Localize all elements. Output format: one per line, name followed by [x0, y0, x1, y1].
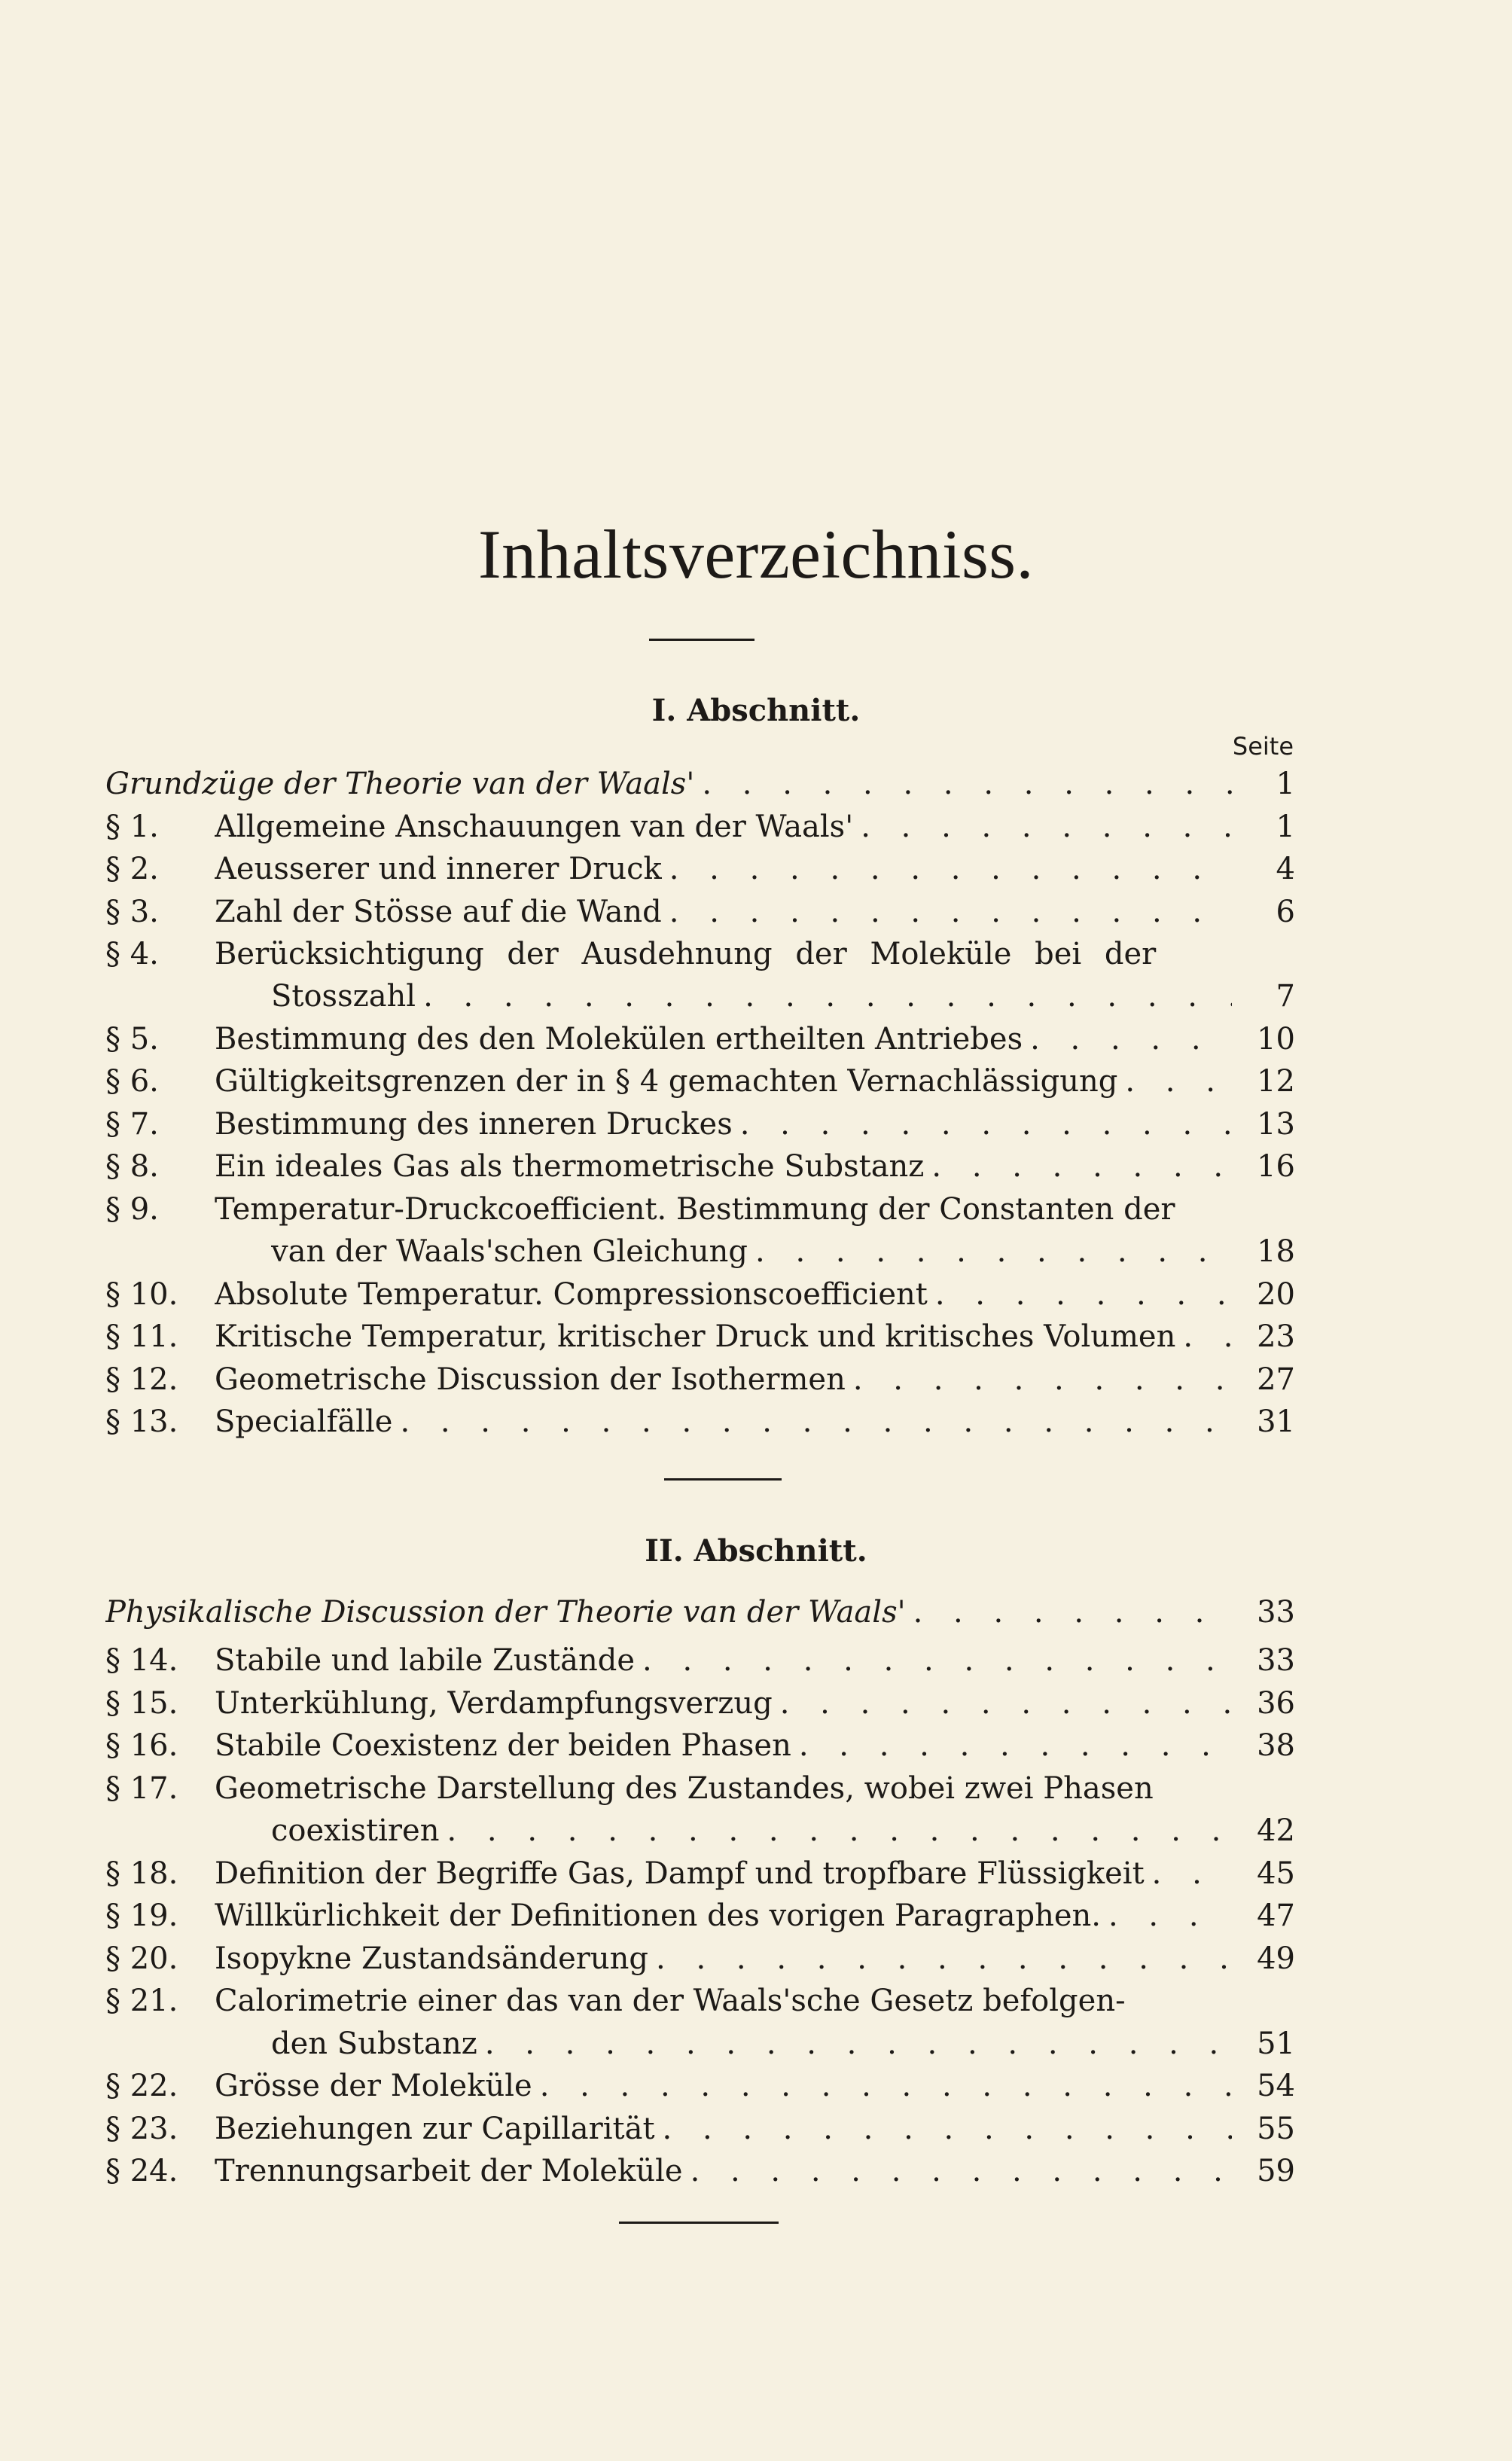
toc-entry[interactable]	[105, 1022, 1295, 1064]
dot-leader	[1117, 1064, 1232, 1099]
toc-label: Aeusserer und innerer Druck	[215, 852, 662, 886]
bottom-rule	[619, 2222, 779, 2224]
dot-leader	[477, 2026, 1232, 2061]
toc-label-continuation: den Substanz	[271, 2026, 477, 2061]
toc-page-number: 55	[1257, 2112, 1295, 2146]
toc-label: Absolute Temperatur. Compressionscoefficient	[215, 1277, 928, 1312]
toc-entry[interactable]	[105, 1728, 1295, 1770]
dot-leader	[392, 1404, 1232, 1439]
toc-label: Stabile und labile Zustände	[215, 1643, 636, 1678]
toc-entry[interactable]	[105, 2112, 1295, 2154]
toc-label: Zahl der Stösse auf die Wand	[215, 895, 662, 929]
section-number: § 18.	[105, 1856, 178, 1891]
toc-entry[interactable]	[105, 1107, 1295, 1149]
toc-page-number: 18	[1257, 1234, 1295, 1269]
section-number: § 17.	[105, 1771, 178, 1806]
section-number: § 23.	[105, 2112, 178, 2146]
section-number: § 16.	[105, 1728, 178, 1763]
dot-leader	[635, 1643, 1232, 1678]
toc-entry[interactable]	[105, 1643, 1295, 1685]
toc-label: Bestimmung des inneren Druckes	[215, 1107, 733, 1142]
toc-page-number: 12	[1257, 1064, 1295, 1099]
toc-entry-section-1-intro[interactable]	[105, 767, 1295, 809]
section-number: § 24.	[105, 2154, 178, 2188]
dot-leader	[773, 1686, 1232, 1721]
dot-leader	[928, 1277, 1232, 1312]
toc-entry[interactable]	[105, 1941, 1295, 1984]
toc-entry[interactable]	[105, 1064, 1295, 1106]
toc-entry[interactable]	[105, 1319, 1295, 1362]
section-number: § 14.	[105, 1643, 178, 1678]
toc-entry[interactable]	[105, 1898, 1295, 1941]
toc-page-number: 16	[1257, 1149, 1295, 1184]
toc-label: Berücksichtigung der Ausdehnung der Moleküle bei der	[215, 937, 1157, 971]
toc-label: Physikalische Discussion der Theorie van der Waals'	[105, 1595, 906, 1630]
toc-page-number: 38	[1257, 1728, 1295, 1763]
section-number: § 22.	[105, 2069, 178, 2103]
section-number: § 11.	[105, 1319, 178, 1354]
toc-label: Temperatur-Druckcoefficient. Bestimmung der Constanten der	[215, 1192, 1175, 1227]
toc-label: Geometrische Darstellung des Zustandes, wobei zwei Phasen	[215, 1771, 1154, 1806]
toc-label: Geometrische Discussion der Isothermen	[215, 1362, 846, 1397]
toc-page-number: 7	[1276, 979, 1295, 1014]
toc-entry[interactable]	[105, 1856, 1295, 1898]
toc-label: Beziehungen zur Capillarität	[215, 2112, 655, 2146]
dot-leader	[791, 1728, 1232, 1763]
toc-entry-section-2-intro[interactable]	[105, 1595, 1295, 1637]
dot-leader	[924, 1149, 1232, 1184]
section-number: § 3.	[105, 895, 159, 929]
toc-entry[interactable]	[105, 2154, 1295, 2196]
toc-entry-continuation[interactable]	[105, 1234, 1295, 1276]
page-title: Inhaltsverzeichniss.	[477, 516, 1035, 593]
toc-page-number: 31	[1257, 1404, 1295, 1439]
toc-label: Calorimetrie einer das van der Waals'sche Gesetz befolgen-	[215, 1984, 1126, 2018]
page-column-label: Seite	[1232, 732, 1294, 761]
toc-page-number: 33	[1257, 1643, 1295, 1678]
dot-leader	[694, 767, 1232, 801]
dot-leader	[1023, 1022, 1232, 1057]
toc-entry[interactable]	[105, 937, 1295, 979]
dot-leader	[1175, 1319, 1232, 1354]
dot-leader	[416, 979, 1232, 1014]
toc-entry[interactable]	[105, 1277, 1295, 1319]
section-2-heading: II. Abschnitt.	[645, 1533, 867, 1569]
toc-entry[interactable]	[105, 1686, 1295, 1728]
toc-page-number: 1	[1276, 767, 1295, 801]
toc-page-number: 4	[1276, 852, 1295, 886]
toc-page-number: 33	[1257, 1595, 1295, 1630]
toc-entry[interactable]	[105, 1362, 1295, 1404]
dot-leader	[733, 1107, 1232, 1142]
section-number: § 2.	[105, 852, 159, 886]
toc-entry[interactable]	[105, 810, 1295, 852]
toc-page-number: 20	[1257, 1277, 1295, 1312]
toc-page-number: 49	[1257, 1941, 1295, 1976]
toc-label: Grundzüge der Theorie van der Waals'	[105, 767, 695, 801]
toc-entry[interactable]	[105, 1404, 1295, 1447]
toc-entry[interactable]	[105, 1192, 1295, 1234]
section-number: § 7.	[105, 1107, 159, 1142]
toc-label: Specialfälle	[215, 1404, 393, 1439]
toc-page-number: 54	[1257, 2069, 1295, 2103]
section-number: § 15.	[105, 1686, 178, 1721]
toc-label-continuation: coexistiren	[271, 1813, 440, 1848]
section-number: § 20.	[105, 1941, 178, 1976]
toc-entry-continuation[interactable]	[105, 2026, 1295, 2069]
section-number: § 13.	[105, 1404, 178, 1439]
title-rule	[649, 639, 754, 641]
dot-leader	[1145, 1856, 1232, 1891]
dot-leader	[683, 2154, 1232, 2188]
toc-label-continuation: van der Waals'schen Gleichung	[271, 1234, 748, 1269]
section-number: § 5.	[105, 1022, 159, 1057]
section-1-heading: I. Abschnitt.	[651, 693, 861, 728]
toc-page-number: 10	[1257, 1022, 1295, 1057]
toc-page-number: 23	[1257, 1319, 1295, 1354]
toc-label: Unterkühlung, Verdampfungsverzug	[215, 1686, 773, 1721]
toc-page-number: 42	[1257, 1813, 1295, 1848]
section-number: § 19.	[105, 1898, 178, 1933]
section-number: § 6.	[105, 1064, 159, 1099]
section-number: § 8.	[105, 1149, 159, 1184]
toc-page-number: 6	[1276, 895, 1295, 929]
toc-label: Isopykne Zustandsänderung	[215, 1941, 649, 1976]
dot-leader	[748, 1234, 1232, 1269]
toc-entry[interactable]	[105, 1149, 1295, 1191]
dot-leader	[1101, 1898, 1232, 1933]
dot-leader	[648, 1941, 1232, 1976]
section-number: § 10.	[105, 1277, 178, 1312]
toc-label: Ein ideales Gas als thermometrische Substanz	[215, 1149, 925, 1184]
section-number: § 9.	[105, 1192, 159, 1227]
dot-leader	[532, 2069, 1232, 2103]
dot-leader	[662, 852, 1232, 886]
section-divider-rule	[664, 1478, 782, 1481]
dot-leader	[853, 810, 1232, 844]
toc-label: Kritische Temperatur, kritischer Druck und kritisches Volumen	[215, 1319, 1176, 1354]
dot-leader	[662, 895, 1232, 929]
toc-label: Gültigkeitsgrenzen der in § 4 gemachten Vernachlässigung	[215, 1064, 1118, 1099]
toc-entry[interactable]	[105, 852, 1295, 894]
section-number: § 4.	[105, 937, 159, 971]
toc-page-number: 27	[1257, 1362, 1295, 1397]
dot-leader	[655, 2112, 1232, 2146]
dot-leader	[906, 1595, 1232, 1630]
dot-leader	[846, 1362, 1232, 1397]
toc-label: Willkürlichkeit der Definitionen des vorigen Paragraphen.	[215, 1898, 1101, 1933]
toc-label: Allgemeine Anschauungen van der Waals'	[215, 810, 854, 844]
toc-label-continuation: Stosszahl	[271, 979, 416, 1014]
toc-entry-continuation[interactable]	[105, 979, 1295, 1021]
toc-entry[interactable]	[105, 1984, 1295, 2026]
section-number: § 21.	[105, 1984, 178, 2018]
toc-page-number: 45	[1257, 1856, 1295, 1891]
toc-label: Grösse der Moleküle	[215, 2069, 532, 2103]
toc-page-number: 36	[1257, 1686, 1295, 1721]
toc-entry[interactable]	[105, 895, 1295, 937]
toc-label: Stabile Coexistenz der beiden Phasen	[215, 1728, 791, 1763]
toc-page-number: 59	[1257, 2154, 1295, 2188]
dot-leader	[439, 1813, 1232, 1848]
toc-page-number: 51	[1257, 2026, 1295, 2061]
toc-page-number: 47	[1257, 1898, 1295, 1933]
toc-entry[interactable]	[105, 2069, 1295, 2111]
toc-label: Bestimmung des den Molekülen ertheilten Antriebes	[215, 1022, 1023, 1057]
toc-page-number: 1	[1276, 810, 1295, 844]
toc-label: Definition der Begriffe Gas, Dampf und tropfbare Flüssigkeit	[215, 1856, 1145, 1891]
toc-label: Trennungsarbeit der Moleküle	[215, 2154, 683, 2188]
section-number: § 12.	[105, 1362, 178, 1397]
toc-entry[interactable]	[105, 1771, 1295, 1813]
toc-page-number: 13	[1257, 1107, 1295, 1142]
toc-entry-continuation[interactable]	[105, 1813, 1295, 1856]
section-number: § 1.	[105, 810, 159, 844]
